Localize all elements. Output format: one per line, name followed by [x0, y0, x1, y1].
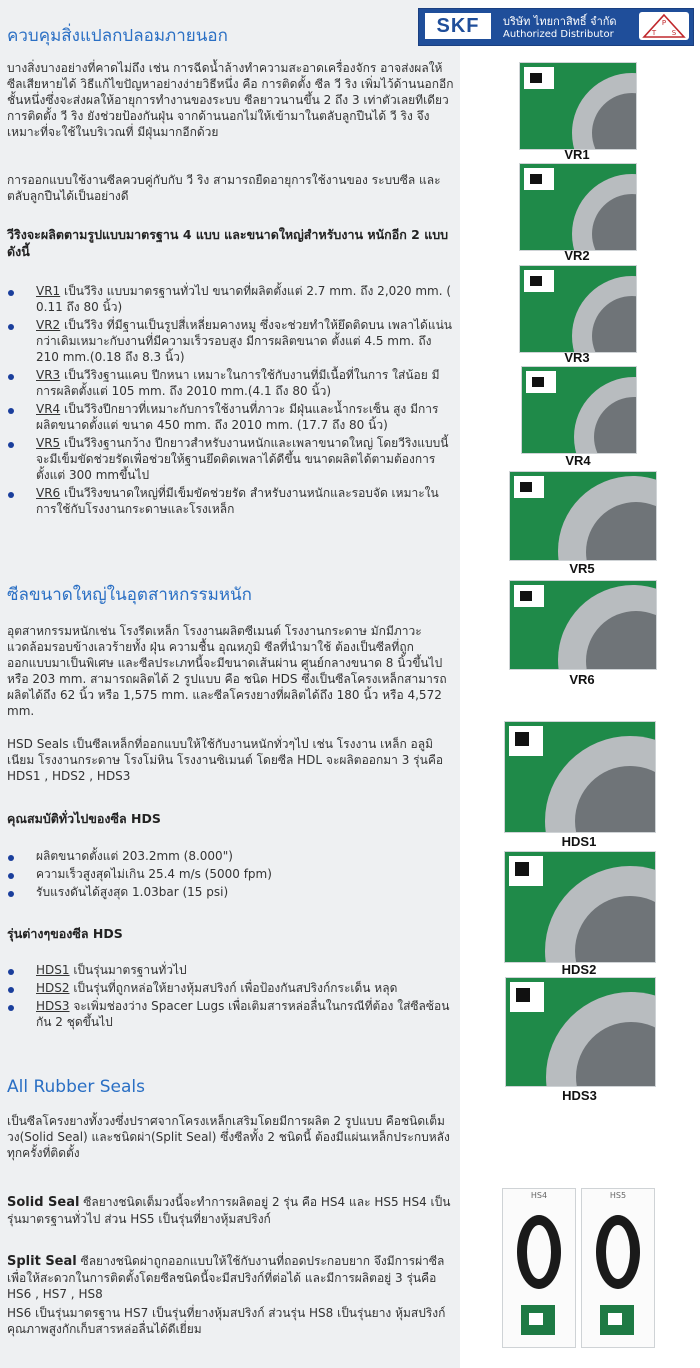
list-item [0, 866, 455, 882]
solid-seal-lead: Solid Seal [7, 1195, 80, 1210]
hs4-label: HS4 [530, 1191, 548, 1200]
vr3-image [519, 265, 637, 353]
vr4-image [521, 366, 637, 454]
hds3-link[interactable]: HDS3 [36, 999, 70, 1013]
list-item [0, 998, 455, 1030]
svg-text:T: T [651, 29, 657, 37]
hs4-image [502, 1188, 576, 1348]
pts-logo [639, 12, 689, 40]
profile-label-icon [510, 982, 544, 1012]
intro-paragraph-2: การออกแบบใช้งานซีลควบคู่กับกับ วี ริง สามารถยืดอายุการใช้งานของ ระบบซีล และตลับลูกปืนได้เป็นอย่างดี [7, 173, 441, 203]
vr6-caption: VR6 [569, 672, 595, 687]
rubber-section-title: All Rubber Seals [7, 1077, 145, 1097]
list-item-text: จะเพิ่มช่องว่าง Spacer Lugs เพื่อเติมสารหล่อลื่นในกรณีที่ต้อง ใส่ซีลซ้อนกัน 2 ชุดขึ้นไป [36, 999, 450, 1029]
bullet-icon [8, 492, 14, 498]
profile-label-icon [524, 67, 554, 89]
hs5-label: HS5 [609, 1191, 627, 1200]
list-item-text: เป็นวีริง แบบมาตรฐานทั่วไป ขนาดที่ผลิตตั้งแต่ 2.7 mm. ถึง 2,020 mm. ( 0.11 ถึง 80 นิ้ว) [36, 284, 452, 314]
hds-models-heading: รุ่นต่างๆของซีล HDS [7, 926, 123, 941]
page-title: ควบคุมสิ่งแปลกปลอมภายนอก [7, 26, 228, 46]
vr4-caption: VR4 [565, 453, 591, 468]
list-item [0, 367, 455, 399]
list-item-text: เป็นวีริงขนาดใหญ่ที่มีเข็มขัดช่วยรัด สำหรับงานหนักและรอบจัด เหมาะในการใช้กับโรงงานกระดาษและโรงเหล็ก [36, 486, 439, 516]
hds-paragraph: อุตสาหกรรมหนักเช่น โรงรีดเหล็ก โรงงานผลิตซีเมนต์ โรงงานกระดาษ มักมีภาวะแวดล้อมรอบข้างเลวร้ายทั้ง ฝุ่น ความชื้น อุณหภูมิ ซีลที่นำมาใช้ ต้องเป็นซีลที่ถูกออกแบบมาเป็นพิเศษ และซีลประเภทนี้จะมีขนาดเส้นผ่าน ศูนย์กลางขนาด 8 นิ้วขึ้นไป หรือ 203 mm. สามารถผลิตได้ 2 รูปแบบ คือ ชนิด HDS ซึ่งเป็นซีลโครงเหล็กสามารถผลิตได้ถึง 62 นิ้ว หรือ 1,575 mm. และซีลโครงยางที่ผลิตได้ถึง 180 นิ้ว หรือ 4,572 mm. [7, 624, 447, 718]
profile-label-icon [526, 371, 556, 393]
list-item-text: รับแรงดันได้สูงสุด 1.03bar (15 psi) [36, 885, 229, 899]
company-name: บริษัท ไทยกาสิทธิ์ จำกัด [503, 15, 617, 28]
bullet-icon [8, 1005, 14, 1011]
vr5-link[interactable]: VR5 [36, 436, 61, 450]
hs5-image [581, 1188, 655, 1348]
rubber-paragraph: เป็นซีลโครงยางทั้งวงซึ่งปราศจากโครงเหล็กเสริมโดยมีการผลิต 2 รูปแบบ คือชนิดเต็มวง(Solid Seal) และชนิดผ่า(Split Seal) ซึ่งซีลทั้ง 2 ชนิดนี้ ต้องมีแผ่นเหล็กประกบหลังทุกครั้งที่ติดตั้ง [7, 1114, 450, 1160]
hds2-link[interactable]: HDS2 [36, 981, 70, 995]
bullet-icon [8, 290, 14, 296]
profile-label-icon [514, 476, 544, 498]
profile-label-icon [524, 270, 554, 292]
list-item [0, 962, 455, 978]
hds2-caption: HDS2 [561, 962, 597, 977]
hds1-image [504, 721, 656, 833]
hds-props-list [0, 848, 455, 902]
list-item-text: เป็นรุ่นมาตรฐานทั่วไป [69, 963, 187, 977]
profile-label-icon [509, 726, 543, 756]
bullet-icon [8, 408, 14, 414]
list-item-text: เป็นรุ่นที่ถูกหล่อให้ยางหุ้มสปริงก์ เพื่อป้องกันสปริงก์กระเด็น หลุด [69, 981, 398, 995]
list-item-text: เป็นวีริงฐานแคบ ปีกหนา เหมาะในการใช้กับงานที่มีเนื้อที่ในการ ใส่น้อย มีการผลิตตั้งแต่ 105 mm. ถึง 2010 mm.(4.1 ถึง 80 นิ้ว) [36, 368, 440, 398]
split-seal-paragraph [7, 1253, 455, 1302]
list-item [0, 283, 455, 315]
vr3-link[interactable]: VR3 [36, 368, 61, 382]
vr2-link[interactable]: VR2 [36, 318, 61, 332]
bullet-icon [8, 855, 14, 861]
vr1-image [519, 62, 637, 150]
hds-paragraph-2: HSD Seals เป็นซีลเหล็กที่ออกแบบให้ใช้กับงานหนักทั่วๆไป เช่น โรงงาน เหล็ก อลูมิเนียม โรงงานกระดาษ โรงโม่หิน โรงงานซิเมนต์ โดยซีล HDL จะผลิตออกมา 3 รุ่นคือ HDS1 , HDS2 , HDS3 [7, 737, 444, 783]
list-item-text: เป็นวีริงฐานกว้าง ปีกยาวสำหรับงานหนักและเพลาขนาดใหญ่ โดยวีริงแบบนี้จะมีเข็มขัดช่วยรัดเพื่อช่วยให้ฐานยึดติดเพลาได้ดีขึ้น ขนาดผลิตได้ตามต้องการตั้งแต่ 300 mmขึ้นไป [36, 436, 449, 482]
list-item [0, 435, 455, 483]
bullet-icon [8, 891, 14, 897]
bullet-icon [8, 324, 14, 330]
bullet-icon [8, 987, 14, 993]
profile-label-icon [509, 856, 543, 886]
vr1-caption: VR1 [564, 147, 590, 162]
hds3-image [505, 977, 656, 1087]
svg-text:S: S [671, 29, 677, 37]
vr2-caption: VR2 [564, 248, 590, 263]
list-item-text: เป็นวีริงปีกยาวที่เหมาะกับการใช้งานที่ภาวะ มีฝุ่นและน้ำกระเซ็น สูง มีการผลิตขนาดตั้งแต่ ขนาด 450 mm. ถึง 2010 mm. (17.7 ถึง 80 นิ้ว) [36, 402, 439, 432]
list-item [0, 485, 455, 517]
vr1-link[interactable]: VR1 [36, 284, 61, 298]
list-item [0, 848, 455, 864]
svg-text:P: P [661, 19, 667, 27]
vr6-image [509, 580, 657, 670]
skf-logo-mark: SKF [425, 13, 491, 39]
list-item-text: เป็นวีริง ที่มีฐานเป็นรูปสี่เหลี่ยมคางหมู ซึ่งจะช่วยทำให้ยึดติดบน เพลาได้แน่นกว่าเดิมเหมาะกับงานที่มีความเร็วรอบสูง มีการผลิตขนาด ตั้งแต่ 4.5 mm. ถึง 210 mm.(0.18 ถึง 8.3 นิ้ว) [36, 318, 452, 364]
hds1-caption: HDS1 [561, 834, 597, 849]
split-seal-lead: Split Seal [7, 1254, 77, 1269]
intro-paragraph: บางสิ่งบางอย่างที่คาดไม่ถึง เช่น การฉีดน้ำล้างทำความสะอาดเครื่องจักร อาจส่งผลให้ซีลเสียหายได้ วิธีแก้ไขปัญหาอย่างง่ายวิธีหนึ่ง คือ การติดตั้ง ซีล วี ริง เพิ่มไว้ด้านนอกอีกชั้นหนึ่งซึ่งจะส่งผลให้อายุการทำงานของระบบ ซีลยาวนานขึ้น 2 ถึง 3 เท่าตัวเลยทีเดียว การติดตั้ง วี ริง ยังช่วยป้องกันฝุ่น จากด้านนอกไม่ให้เข้ามาในตลับลูกปืนได้ วี ริง จึงเหมาะที่จะใช้ในบริเวณที่ มีฝุ่นมากอีกด้วย [7, 61, 454, 139]
solid-seal-paragraph [7, 1194, 455, 1227]
vr6-link[interactable]: VR6 [36, 486, 61, 500]
vring-heading: วีริงจะผลิตตามรูปแบบมาตรฐาน 4 แบบ และขนาดใหญ่สำหรับงาน หนักอีก 2 แบบดังนี้ [7, 227, 449, 259]
profile-label-icon [514, 585, 544, 607]
vring-list [0, 283, 455, 519]
profile-label-icon [524, 168, 554, 190]
hds-section-title: ซีลขนาดใหญ่ในอุตสาหกรรมหนัก [7, 585, 252, 605]
hds3-caption: HDS3 [562, 1088, 597, 1103]
bullet-icon [8, 969, 14, 975]
list-item [0, 980, 455, 996]
vr5-image [509, 471, 657, 561]
vr2-image [519, 163, 637, 251]
split-seal-paragraph-2: HS6 เป็นรุ่นมาตรฐาน HS7 เป็นรุ่นที่ยางหุ้มสปริงก์ ส่วนรุ่น HS8 เป็นรุ่นยาง หุ้มสปริงก์คุณภาพสูงกักเก็บสารหล่อลื่นได้ดีเยี่ยม [7, 1306, 446, 1336]
hds-props-heading: คุณสมบัติทั่วไปของซีล HDS [7, 811, 161, 826]
vr5-caption: VR5 [569, 561, 595, 576]
hds2-image [504, 851, 656, 963]
authorized-distributor: Authorized Distributor [503, 29, 614, 40]
split-seal-text: ซีลยางชนิดผ่าถูกออกแบบให้ใช้กับงานที่ถอดประกอบยาก จึงมีการผ่าซีลเพื่อให้สะดวกในการติดตั้งโดยซีลชนิดนี้จะมีสปริงก์ที่ต่อได้ และมีการผลิตอยู่ 3 รุ่นคือ HS6 , HS7 , HS8 [7, 1254, 445, 1301]
list-item [0, 317, 455, 365]
list-item [0, 401, 455, 433]
skf-logo[interactable] [418, 8, 694, 46]
vr3-caption: VR3 [564, 350, 590, 365]
list-item [0, 884, 455, 900]
hds-models-list [0, 962, 455, 1032]
vr4-link[interactable]: VR4 [36, 402, 61, 416]
hds1-link[interactable]: HDS1 [36, 963, 70, 977]
solid-seal-text: ซีลยางชนิดเต็มวงนี้จะทำการผลิตอยู่ 2 รุ่น คือ HS4 และ HS5 HS4 เป็นรุ่นมาตรฐานทั่วไป ส่วน HS5 เป็นรุ่นที่ยางหุ้มสปริงก์ [7, 1195, 451, 1226]
bullet-icon [8, 374, 14, 380]
list-item-text: ความเร็วสูงสุดไม่เกิน 25.4 m/s (5000 fpm) [36, 867, 272, 881]
list-item-text: ผลิตขนาดตั้งแต่ 203.2mm (8.000") [36, 849, 233, 863]
bullet-icon [8, 442, 14, 448]
bullet-icon [8, 873, 14, 879]
